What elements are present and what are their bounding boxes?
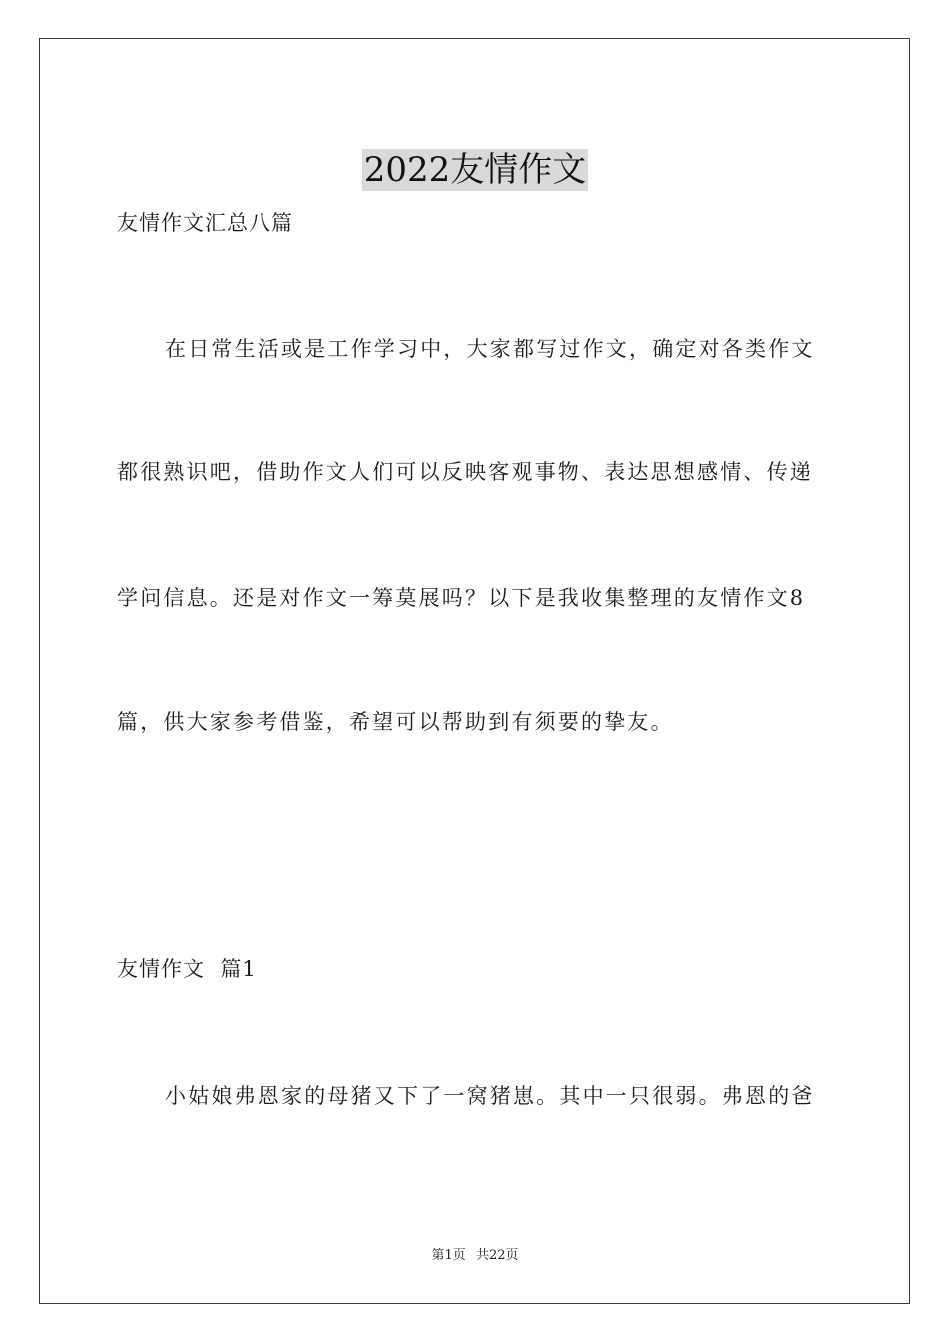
intro-line-4: 篇，供大家参考借鉴，希望可以帮助到有须要的挚友。	[117, 710, 674, 734]
intro-line-2: 都很熟识吧，借助作文人们可以反映客观事物、表达思想感情、传递	[117, 460, 813, 484]
document-title: 2022友情作文	[363, 149, 587, 190]
title-container	[0, 126, 950, 214]
intro-line-3: 学问信息。还是对作文一筹莫展吗？以下是我收集整理的友情作文8	[117, 586, 806, 610]
section-heading: 友情作文 篇1	[117, 957, 257, 981]
page-total: 共22页	[475, 1248, 519, 1263]
page-footer	[0, 1247, 950, 1265]
page-number: 第1页	[431, 1248, 466, 1263]
document-subtitle: 友情作文汇总八篇	[117, 211, 293, 235]
section-line-1: 小姑娘弗恩家的母猪又下了一窝猪崽。其中一只很弱。弗恩的爸	[165, 1084, 815, 1108]
intro-line-1: 在日常生活或是工作学习中，大家都写过作文，确定对各类作文	[165, 337, 815, 361]
